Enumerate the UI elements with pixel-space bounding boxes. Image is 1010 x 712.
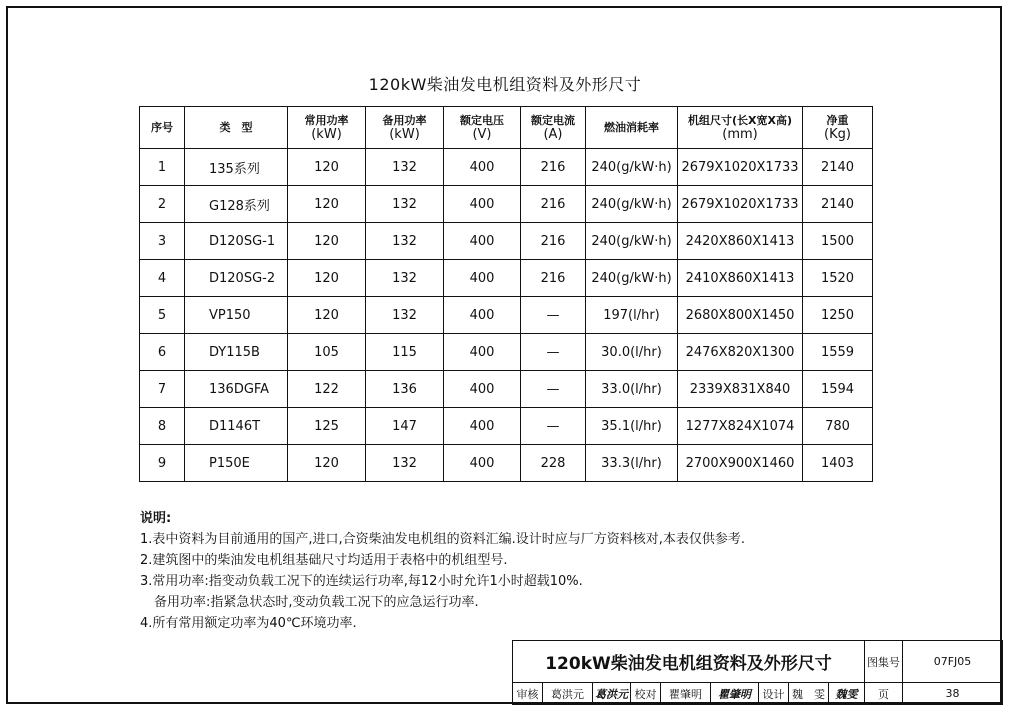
table-cell: G128系列 [185,186,288,223]
table-header-row [140,107,873,149]
table-row [140,260,873,297]
note-item: 备用功率:指紧急状态时,变动负载工况下的应急运行功率. [154,595,479,610]
designer-name: 魏 雯 [789,683,829,705]
table-cell: 400 [444,334,521,371]
table-cell: 2410X860X1413 [678,260,803,297]
table-cell: 3 [140,223,185,260]
table-cell: 780 [803,408,873,445]
table-cell: 1 [140,149,185,186]
atlas-label: 图集号 [865,641,903,683]
column-header-label: 备用功率 [382,113,427,127]
table-cell: — [521,371,586,408]
table-cell: 240(g/kW·h) [586,149,678,186]
table-cell: 35.1(l/hr) [586,408,678,445]
column-header [803,107,873,149]
notes-heading: 说明: [140,511,172,526]
table-cell: 216 [521,260,586,297]
table-cell: 228 [521,445,586,482]
table-cell: 30.0(l/hr) [586,334,678,371]
table-cell: 122 [288,371,366,408]
table-cell: VP150 [185,297,288,334]
table-cell: 2140 [803,186,873,223]
note-item: 2.建筑图中的柴油发电机组基础尺寸均适用于表格中的机组型号. [140,553,508,568]
table-cell: DY115B [185,334,288,371]
review-label: 审核 [513,683,543,705]
table-cell: 2420X860X1413 [678,223,803,260]
table-row [140,186,873,223]
check-label: 校对 [631,683,661,705]
table-cell: 105 [288,334,366,371]
table-cell: 132 [366,260,444,297]
page-number: 38 [903,683,1003,705]
table-cell: 6 [140,334,185,371]
table-cell: 132 [366,297,444,334]
page-title: 120kW柴油发电机组资料及外形尺寸 [368,75,642,94]
table-cell: 240(g/kW·h) [586,223,678,260]
table-cell: 33.0(l/hr) [586,371,678,408]
table-cell: 7 [140,371,185,408]
table-cell: 8 [140,408,185,445]
table-cell: 2476X820X1300 [678,334,803,371]
page-label: 页 [865,683,903,705]
column-header [678,107,803,149]
title-block-title: 120kW柴油发电机组资料及外形尺寸 [513,641,865,683]
checker-name: 瞿肇明 [661,683,711,705]
table-cell: 132 [366,149,444,186]
column-header [140,107,185,149]
table-row [140,223,873,260]
column-header-label: 常用功率 [304,113,349,127]
table-cell: 120 [288,445,366,482]
column-header-label: 额定电流 [531,113,575,127]
column-header-label: 净重 [826,113,849,127]
column-header-unit: (kW) [311,126,342,142]
column-header-unit: (A) [543,126,563,142]
table-cell: 115 [366,334,444,371]
table-cell: 2339X831X840 [678,371,803,408]
table-cell: — [521,297,586,334]
table-cell: 400 [444,445,521,482]
table-row [140,371,873,408]
table-cell: 120 [288,260,366,297]
table-cell: 1594 [803,371,873,408]
reviewer-name: 葛洪元 [543,683,593,705]
table-cell: 147 [366,408,444,445]
column-header [586,107,678,149]
column-header-unit: (mm) [722,126,758,142]
table-cell: 400 [444,297,521,334]
table-cell: 135系列 [185,149,288,186]
table-cell: 132 [366,186,444,223]
table-cell: 400 [444,149,521,186]
table-row [140,297,873,334]
table-cell: 1250 [803,297,873,334]
table-row [140,149,873,186]
table-cell: 125 [288,408,366,445]
column-header [185,107,288,149]
column-header-unit: (Kg) [824,126,851,142]
note-item: 3.常用功率:指变动负载工况下的连续运行功率,每12小时允许1小时超载10%. [140,574,583,589]
table-cell: — [521,408,586,445]
table-cell: D1146T [185,408,288,445]
column-header-unit: (V) [472,126,492,142]
table-cell: 120 [288,297,366,334]
table-cell: 400 [444,371,521,408]
note-item: 4.所有常用额定功率为40℃环境功率. [140,616,357,631]
design-label: 设计 [759,683,789,705]
column-header-unit: (kW) [389,126,420,142]
table-body [140,149,873,482]
table-row [140,445,873,482]
table-cell: 1277X824X1074 [678,408,803,445]
table-cell: 33.3(l/hr) [586,445,678,482]
atlas-number: 07FJ05 [903,641,1003,683]
table-cell: 216 [521,186,586,223]
column-header-label: 机组尺寸(长X宽X高) [687,113,793,127]
table-cell: 240(g/kW·h) [586,186,678,223]
table-cell: 240(g/kW·h) [586,260,678,297]
table-cell: P150E [185,445,288,482]
table-cell: 2 [140,186,185,223]
table-cell: 1403 [803,445,873,482]
column-header [366,107,444,149]
title-block [512,640,1003,705]
table-cell: 400 [444,186,521,223]
table-cell: — [521,334,586,371]
table-cell: 132 [366,445,444,482]
table-cell: 2679X1020X1733 [678,149,803,186]
table-cell: 216 [521,149,586,186]
reviewer-signature: 葛洪元 [593,683,631,705]
table-cell: 9 [140,445,185,482]
table-cell: D120SG-1 [185,223,288,260]
table-cell: 400 [444,223,521,260]
table-cell: 2680X800X1450 [678,297,803,334]
column-header-label: 额定电压 [460,113,504,127]
designer-signature: 魏雯 [829,683,865,705]
table-cell: 400 [444,260,521,297]
table-row [140,334,873,371]
table-cell: 1559 [803,334,873,371]
table-cell: D120SG-2 [185,260,288,297]
table-cell: 120 [288,223,366,260]
table-cell: 216 [521,223,586,260]
table-cell: 136 [366,371,444,408]
table-cell: 136DGFA [185,371,288,408]
table-cell: 2679X1020X1733 [678,186,803,223]
column-header-label: 序号 [151,120,173,134]
table-cell: 120 [288,149,366,186]
column-header [288,107,366,149]
table-cell: 197(l/hr) [586,297,678,334]
table-cell: 5 [140,297,185,334]
table-row [140,408,873,445]
checker-signature: 瞿肇明 [711,683,759,705]
table-cell: 132 [366,223,444,260]
table-cell: 2140 [803,149,873,186]
column-header-label: 燃油消耗率 [604,120,659,134]
column-header [521,107,586,149]
table-cell: 1520 [803,260,873,297]
spec-table [139,106,873,482]
table-cell: 400 [444,408,521,445]
table-cell: 2700X900X1460 [678,445,803,482]
table-cell: 120 [288,186,366,223]
note-item: 1.表中资料为目前通用的国产,进口,合资柴油发电机组的资料汇编.设计时应与厂方资料核对,本表仅供参考. [140,532,746,547]
table-cell: 4 [140,260,185,297]
column-header [444,107,521,149]
table-cell: 1500 [803,223,873,260]
column-header-label: 类 型 [219,120,253,134]
notes-section [140,508,745,634]
